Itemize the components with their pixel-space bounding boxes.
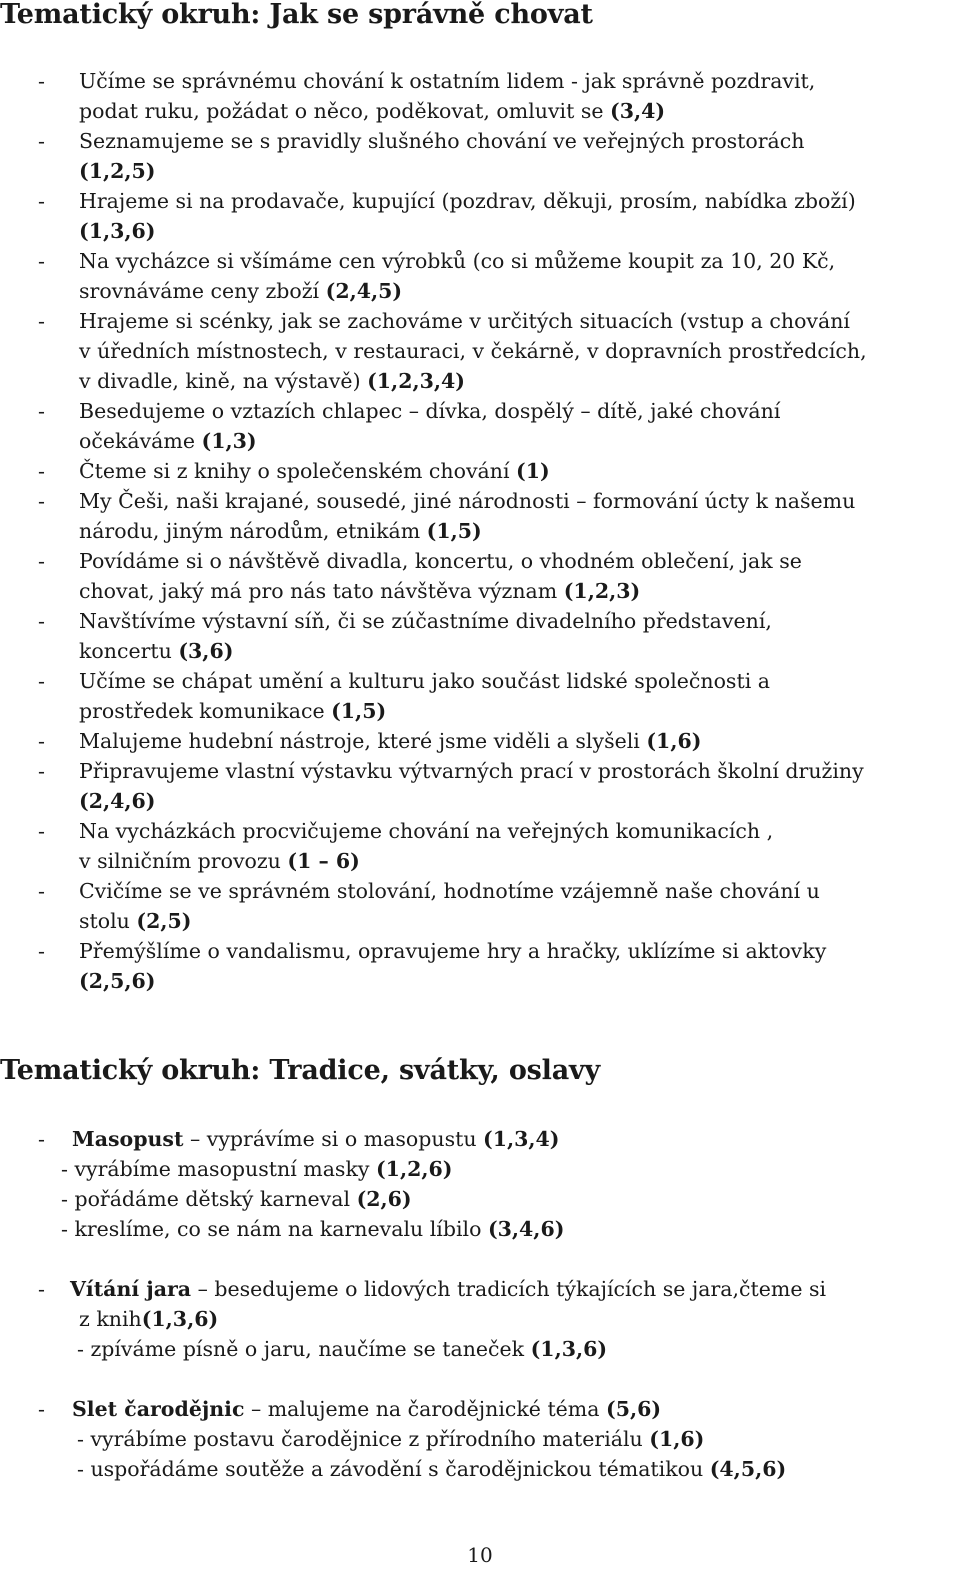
list-item [0, 816, 960, 876]
reference-numbers: (1,3,6) [530, 1337, 608, 1361]
list-item-line: Malujeme hudební nástroje, které jsme viděli a slyšeli (1,6) [79, 729, 702, 753]
tradition-subitem: - vyrábíme postavu čarodějnice z přírodního materiálu (1,6) [77, 1427, 705, 1451]
reference-numbers: (1,2,3) [563, 579, 641, 603]
list-item-line [0, 156, 960, 186]
list-item-line: Přemýšlíme o vandalismu, opravujeme hry a hračky, uklízíme si aktovky [79, 939, 827, 963]
list-dash: - [38, 129, 45, 153]
reference-numbers: (4,5,6) [709, 1457, 787, 1481]
tradition-text: – malujeme na čarodějnické téma (5,6) [244, 1397, 662, 1421]
page-number: 10 [467, 1543, 493, 1567]
list-dash: - [38, 879, 45, 903]
list-item-line: očekáváme (1,3) [79, 429, 257, 453]
reference-numbers: (1,5) [331, 699, 387, 723]
list-item-line: Povídáme si o návštěvě divadla, koncertu, o vhodném oblečení, jak se [79, 549, 802, 573]
reference-numbers: (1,6) [646, 729, 702, 753]
list-item-line: srovnáváme ceny zboží (2,4,5) [79, 279, 403, 303]
tradition-block-masopust [0, 1124, 960, 1244]
reference-numbers: (2,4,6) [79, 789, 156, 813]
tradition-subitem: - vyrábíme masopustní masky (1,2,6) [61, 1157, 453, 1181]
list-item-line: My Češi, naši krajané, sousedé, jiné národnosti – formování úcty k našemu [79, 489, 856, 513]
list-dash: - [38, 69, 45, 93]
list-item-line [0, 966, 960, 996]
section-title-traditions: Tematický okruh: Tradice, svátky, oslavy [0, 1055, 600, 1086]
list-item-line: národu, jiným národům, etnikám (1,5) [79, 519, 482, 543]
reference-numbers: (2,4,5) [325, 279, 403, 303]
reference-numbers: (2,5) [136, 909, 192, 933]
tradition-block-witches [0, 1394, 960, 1484]
tradition-subitem: z knih(1,3,6) [79, 1307, 219, 1331]
list-item-line: Na vycházkách procvičujeme chování na veřejných komunikacích , [79, 819, 774, 843]
list-item [0, 876, 960, 936]
list-dash: - [38, 309, 45, 333]
reference-numbers: (1,3) [201, 429, 257, 453]
list-item-line: chovat, jaký má pro nás tato návštěva význam (1,2,3) [79, 579, 641, 603]
list-item-line: Připravujeme vlastní výstavku výtvarných prací v prostorách školní družiny [79, 759, 864, 783]
list-item [0, 546, 960, 606]
tradition-heading: Slet čarodějnic [72, 1397, 245, 1421]
reference-numbers: (1,5) [426, 519, 482, 543]
tradition-text: – besedujeme o lidových tradicích týkajících se jara,čteme si [191, 1277, 827, 1301]
list-item [0, 186, 960, 246]
list-dash: - [38, 459, 45, 483]
tradition-heading-line [0, 1274, 960, 1304]
list-item-line: Besedujeme o vztazích chlapec – dívka, dospělý – dítě, jaké chování [79, 399, 781, 423]
list-item-line [0, 216, 960, 246]
list-item-line: Čteme si z knihy o společenském chování (1) [79, 459, 550, 483]
tradition-subitem: - zpíváme písně o jaru, naučíme se taneček (1,3,6) [77, 1337, 608, 1361]
list-dash: - [38, 549, 45, 573]
list-dash: - [38, 939, 45, 963]
list-item [0, 66, 960, 126]
list-item-line: Učíme se správnému chování k ostatním lidem - jak správně pozdravit, [79, 69, 816, 93]
list-item-line: v silničním provozu (1 – 6) [79, 849, 360, 873]
reference-numbers: (1,3,6) [79, 219, 156, 243]
list-item-line: prostředek komunikace (1,5) [79, 699, 387, 723]
tradition-block-spring [0, 1274, 960, 1364]
list-dash: - [38, 1397, 45, 1421]
tradition-heading-line [0, 1124, 960, 1154]
list-item [0, 396, 960, 456]
list-item [0, 606, 960, 666]
list-item [0, 126, 960, 186]
list-item [0, 936, 960, 996]
list-dash: - [38, 399, 45, 423]
reference-numbers: (1,2,6) [375, 1157, 453, 1181]
list-item [0, 756, 960, 816]
list-dash: - [38, 189, 45, 213]
list-item-line: v divadle, kině, na výstavě) (1,2,3,4) [79, 369, 465, 393]
list-item-line: podat ruku, požádat o něco, poděkovat, omluvit se (3,4) [79, 99, 666, 123]
list-item-line: Na vycházce si všímáme cen výrobků (co si můžeme koupit za 10, 20 Kč, [79, 249, 836, 273]
tradition-text: – vyprávíme si o masopustu (1,3,4) [183, 1127, 560, 1151]
list-item [0, 666, 960, 726]
list-dash: - [38, 1277, 45, 1301]
list-item-line: v úředních místnostech, v restauraci, v čekárně, v dopravních prostředcích, [79, 339, 867, 363]
list-item-line: koncertu (3,6) [79, 639, 234, 663]
reference-numbers: (1,6) [649, 1427, 705, 1451]
reference-numbers: (3,6) [178, 639, 234, 663]
list-item-line: Hrajeme si scénky, jak se zachováme v určitých situacích (vstup a chování [79, 309, 850, 333]
list-item [0, 306, 960, 396]
list-item-line: Učíme se chápat umění a kulturu jako součást lidské společnosti a [79, 669, 770, 693]
reference-numbers: (3,4,6) [487, 1217, 565, 1241]
list-item [0, 246, 960, 306]
list-dash: - [38, 669, 45, 693]
tradition-heading: Vítání jara [70, 1277, 192, 1301]
tradition-heading-line [0, 1394, 960, 1424]
list-item-line: stolu (2,5) [79, 909, 192, 933]
reference-numbers: (3,4) [610, 99, 666, 123]
list-item-line: Cvičíme se ve správném stolování, hodnotíme vzájemně naše chování u [79, 879, 820, 903]
tradition-subitem: - pořádáme dětský karneval (2,6) [61, 1187, 412, 1211]
list-item [0, 726, 960, 756]
reference-numbers: (1,3,4) [483, 1127, 560, 1151]
reference-numbers: (5,6) [606, 1397, 662, 1421]
list-item [0, 486, 960, 546]
list-dash: - [38, 819, 45, 843]
reference-numbers: (2,6) [356, 1187, 412, 1211]
list-dash: - [38, 249, 45, 273]
list-item-line [0, 786, 960, 816]
list-dash: - [38, 1127, 45, 1151]
reference-numbers: (1) [516, 459, 550, 483]
list-dash: - [38, 489, 45, 513]
reference-numbers: (1,2,3,4) [367, 369, 465, 393]
list-item [0, 456, 960, 486]
behavior-list [0, 66, 960, 996]
reference-numbers: (1 – 6) [287, 849, 360, 873]
tradition-subitem: - kreslíme, co se nám na karnevalu líbilo (3,4,6) [61, 1217, 565, 1241]
list-dash: - [38, 609, 45, 633]
reference-numbers: (1,2,5) [79, 159, 156, 183]
list-item-line: Navštívíme výstavní síň, či se zúčastníme divadelního představení, [79, 609, 772, 633]
list-dash: - [38, 759, 45, 783]
reference-numbers: (1,3,6) [141, 1307, 219, 1331]
list-item-line: Hrajeme si na prodavače, kupující (pozdrav, děkuji, prosím, nabídka zboží) [79, 189, 856, 213]
tradition-subitem: - uspořádáme soutěže a závodění s čarodějnickou tématikou (4,5,6) [77, 1457, 787, 1481]
tradition-heading: Masopust [72, 1127, 184, 1151]
reference-numbers: (2,5,6) [79, 969, 156, 993]
list-dash: - [38, 729, 45, 753]
list-item-line: Seznamujeme se s pravidly slušného chování ve veřejných prostorách [79, 129, 805, 153]
section-title-behavior: Tematický okruh: Jak se správně chovat [0, 0, 593, 30]
